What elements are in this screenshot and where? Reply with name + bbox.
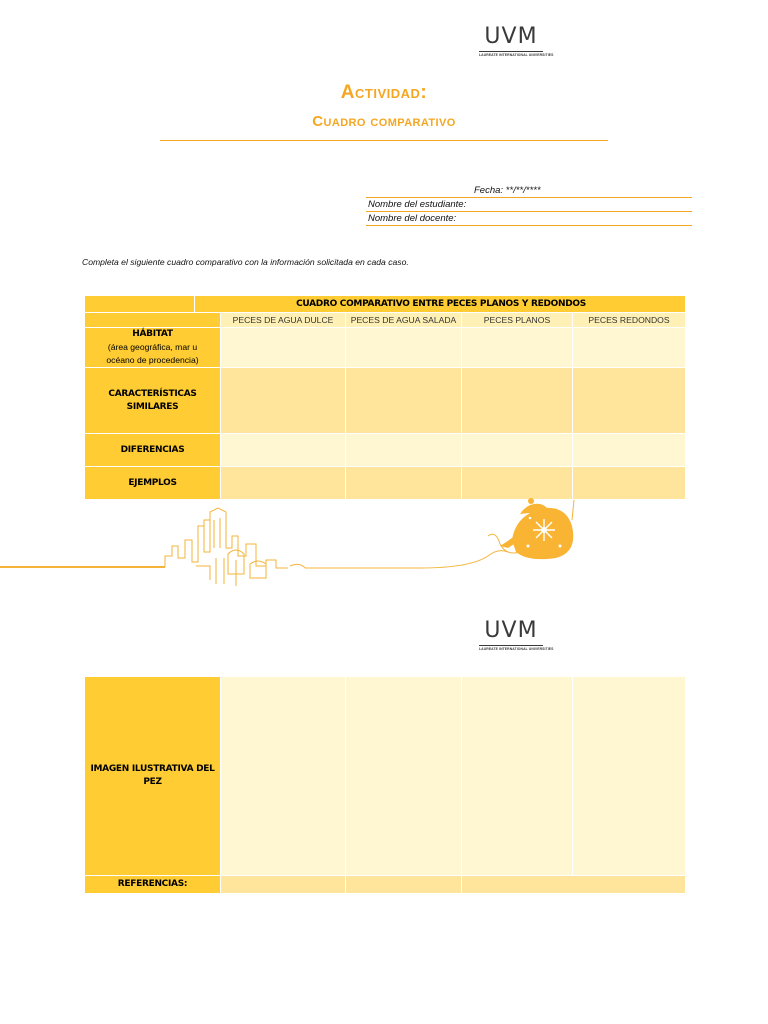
table-title-cell xyxy=(195,296,685,312)
table-cell[interactable] xyxy=(221,328,345,367)
decorative-illustration xyxy=(0,496,768,588)
logo-tagline: LAUREATE INTERNATIONAL UNIVERSITIES xyxy=(479,53,554,57)
reference-cell[interactable] xyxy=(221,876,345,893)
table-cell[interactable] xyxy=(346,467,461,499)
page-title: Actividad: xyxy=(340,82,428,103)
table-cell[interactable] xyxy=(573,434,685,466)
table-cell[interactable] xyxy=(346,434,461,466)
comparison-table xyxy=(85,296,685,499)
row-header-ejemplos: EJEMPLOS xyxy=(85,467,220,499)
column-header: PECES PLANOS xyxy=(462,313,572,327)
image-cell[interactable] xyxy=(346,677,461,875)
row-header-caracteristicas: CARACTERÍSTICAS SIMILARES xyxy=(85,368,220,433)
table-title-spacer xyxy=(85,296,194,312)
uvm-logo xyxy=(479,24,554,58)
reference-cell[interactable] xyxy=(462,876,685,893)
table-cell[interactable] xyxy=(346,328,461,367)
logo-tagline: LAUREATE INTERNATIONAL UNIVERSITIES xyxy=(479,647,554,651)
table-cell[interactable] xyxy=(462,328,572,367)
table-cell[interactable] xyxy=(573,328,685,367)
skyline-illustration xyxy=(0,508,320,586)
row-header-referencias: REFERENCIAS: xyxy=(85,876,220,893)
logo-wordmark: UVM xyxy=(484,24,538,49)
reference-cell[interactable] xyxy=(346,876,461,893)
table-cell[interactable] xyxy=(462,467,572,499)
image-cell[interactable] xyxy=(462,677,572,875)
teapot-body xyxy=(500,498,573,559)
uvm-logo xyxy=(479,618,554,652)
image-cell[interactable] xyxy=(573,677,685,875)
title-divider xyxy=(160,140,608,141)
column-header: PECES DE AGUA SALADA xyxy=(346,313,461,327)
column-header: PECES DE AGUA DULCE xyxy=(221,313,345,327)
row-header-habitat: HÁBITAT (área geográfica, mar u océano de procedencia) xyxy=(85,328,220,367)
image-table xyxy=(85,677,685,893)
student-name-field[interactable]: Nombre del estudiante: xyxy=(368,199,467,210)
row-header-diferencias: DIFERENCIAS xyxy=(85,434,220,466)
teacher-rule xyxy=(366,225,692,226)
table-cell[interactable] xyxy=(462,434,572,466)
table-cell[interactable] xyxy=(221,467,345,499)
instructions-text: Completa el siguiente cuadro comparativo con la información solicitada en cada caso. xyxy=(82,257,409,267)
column-header: PECES REDONDOS xyxy=(573,313,685,327)
teacher-name-field[interactable]: Nombre del docente: xyxy=(368,213,457,224)
student-rule xyxy=(366,211,692,212)
row-header-imagen: IMAGEN ILUSTRATIVA DEL PEZ xyxy=(85,677,220,875)
table-cell[interactable] xyxy=(221,368,345,433)
page-subtitle: Cuadro comparativo xyxy=(312,113,456,130)
column-header-empty xyxy=(85,313,220,327)
table-cell[interactable] xyxy=(573,467,685,499)
table-cell[interactable] xyxy=(573,368,685,433)
fecha-rule xyxy=(366,197,692,198)
logo-wordmark: UVM xyxy=(484,618,538,643)
table-title: CUADRO COMPARATIVO ENTRE PECES PLANOS Y REDONDOS xyxy=(296,299,586,309)
table-cell[interactable] xyxy=(346,368,461,433)
table-cell[interactable] xyxy=(462,368,572,433)
table-cell[interactable] xyxy=(221,434,345,466)
fecha-field[interactable]: Fecha: **/**/**** xyxy=(474,185,541,196)
image-cell[interactable] xyxy=(221,677,345,875)
